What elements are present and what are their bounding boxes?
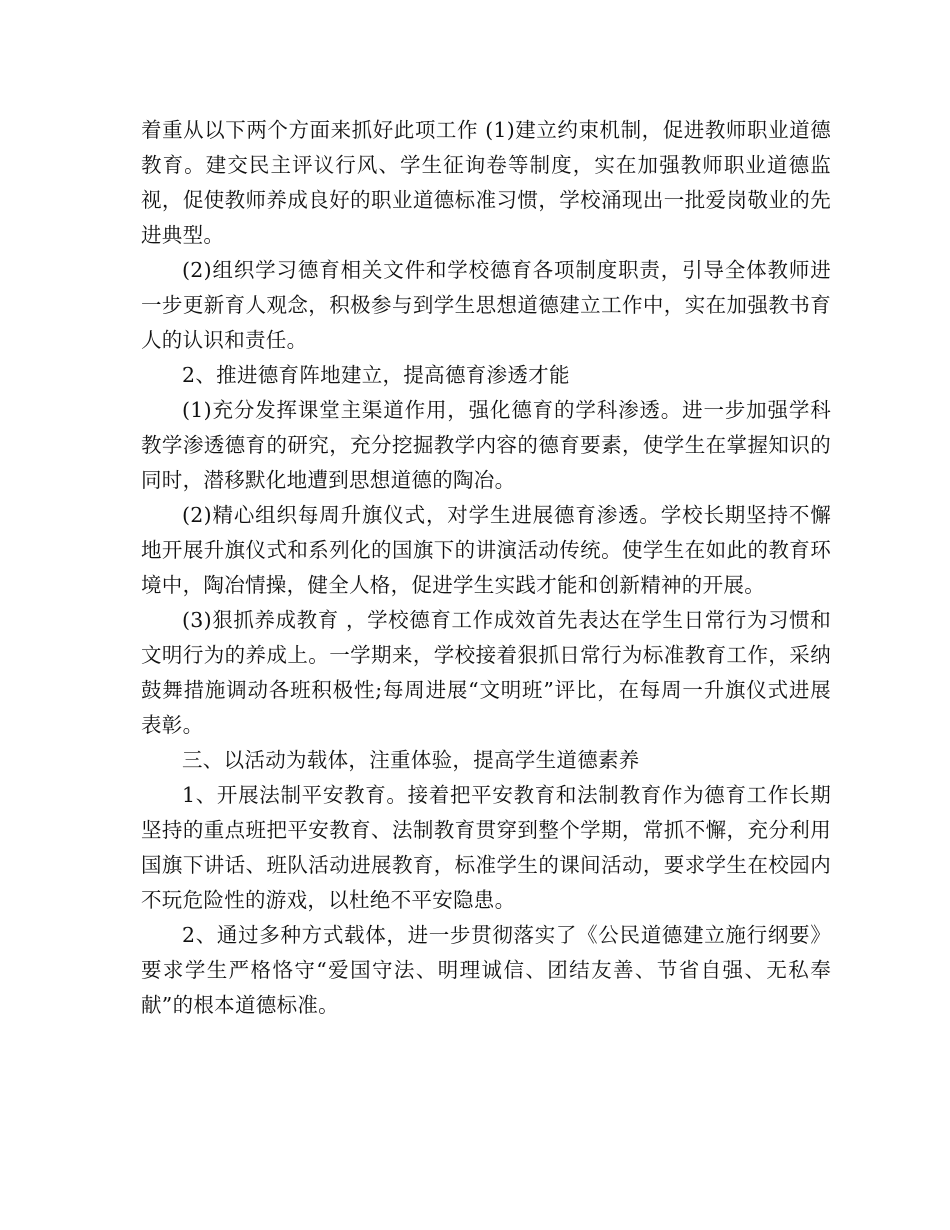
paragraph-6: 1、开展法制平安教育。接着把平安教育和法制教育作为德育工作长期坚持的重点班把平安教育、法制教育贯穿到整个学期，常抓不懈，充分利用国旗下讲话、班队活动进展教育，标准学生的课间活动，要求学生在校园内不玩危险性的游戏，以杜绝不平安隐患。 (141, 783, 831, 912)
section-heading-2: 2、推进德育阵地建立，提高德育渗透才能 (182, 363, 570, 387)
document-body (141, 113, 831, 1023)
paragraph-1: 着重从以下两个方面来抓好此项工作 (1)建立约束机制，促进教师职业道德教育。建交民主评议行风、学生征询卷等制度，实在加强教师职业道德监视，促使教师养成良好的职业道德标准习惯，学校涌现出一批爱岗敬业的先进典型。 (141, 118, 831, 247)
paragraph-2: (2)组织学习德育相关文件和学校德育各项制度职责，引导全体教师进一步更新育人观念，积极参与到学生思想道德建立工作中，实在加强教书育人的认识和责任。 (141, 258, 831, 352)
paragraph-5: (3)狠抓养成教育 ，学校德育工作成效首先表达在学生日常行为习惯和文明行为的养成上。一学期来，学校接着狠抓日常行为标准教育工作，采纳鼓舞措施调动各班积极性;每周进展“文明班”评比，在每周一升旗仪式进展表彰。 (141, 608, 831, 737)
paragraph-7: 2、通过多种方式载体，进一步贯彻落实了《公民道德建立施行纲要》要求学生严格恪守“爱国守法、明理诚信、团结友善、节省自强、无私奉献”的根本道德标准。 (141, 923, 831, 1017)
section-heading-3: 三、以活动为载体，注重体验，提高学生道德素养 (182, 748, 640, 772)
paragraph-3: (1)充分发挥课堂主渠道作用，强化德育的学科渗透。进一步加强学科教学渗透德育的研究，充分挖掘教学内容的德育要素，使学生在掌握知识的同时，潜移默化地遭到思想道德的陶冶。 (141, 398, 831, 492)
paragraph-4: (2)精心组织每周升旗仪式，对学生进展德育渗透。学校长期坚持不懈地开展升旗仪式和系列化的国旗下的讲演活动传统。使学生在如此的教育环境中，陶冶情操，健全人格，促进学生实践才能和创新精神的开展。 (141, 503, 831, 597)
